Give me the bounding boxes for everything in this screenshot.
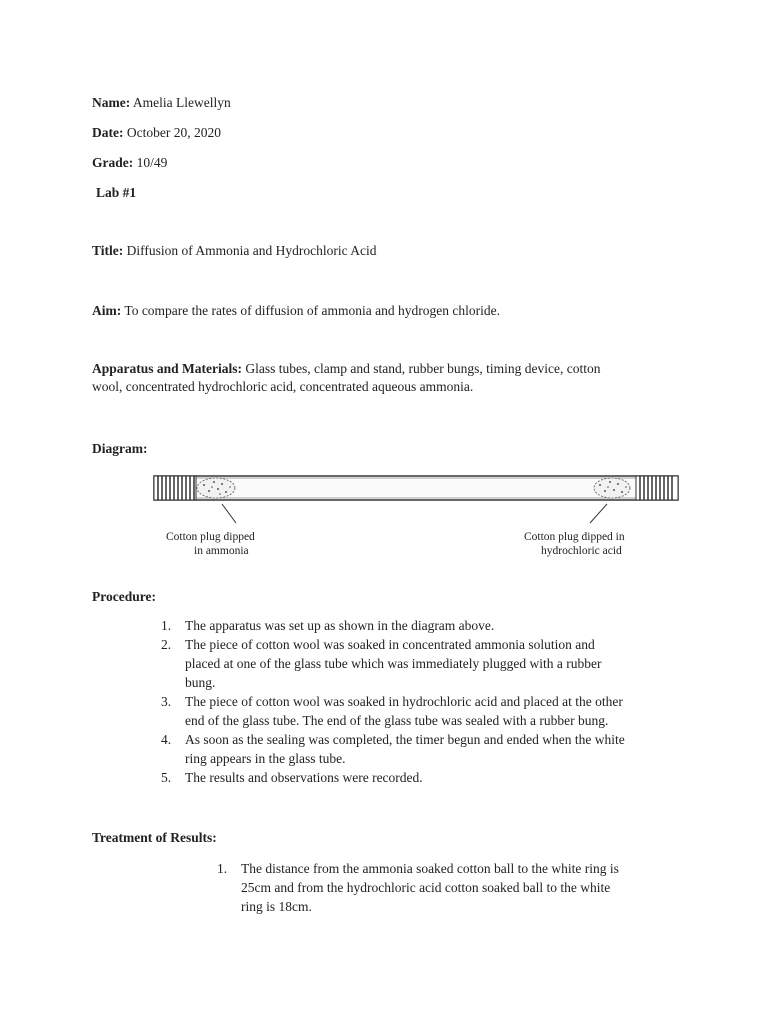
list-item-text-line: The piece of cotton wool was soaked in concentrated ammonia solution and	[185, 637, 595, 652]
name-field	[92, 94, 231, 112]
right-rubber-bung	[636, 476, 678, 500]
list-item-number: 5.	[161, 770, 172, 785]
date-value: October 20, 2020	[126, 125, 221, 140]
left-pointer-line	[222, 504, 236, 523]
apparatus-label: Apparatus and Materials:	[92, 361, 243, 376]
title-label: Title:	[92, 243, 124, 258]
grade-value: 10/49	[136, 155, 168, 170]
lab-number: Lab #1	[96, 185, 137, 200]
list-item-number: 1.	[161, 618, 172, 633]
aim-value: To compare the rates of diffusion of ammonia and hydrogen chloride.	[124, 303, 500, 318]
apparatus-field	[92, 360, 600, 378]
treatment-list	[217, 859, 677, 916]
list-item	[161, 768, 701, 787]
grade-label: Grade:	[92, 155, 134, 170]
name-label: Name:	[92, 95, 131, 110]
apparatus-line2: wool, concentrated hydrochloric acid, concentrated aqueous ammonia.	[92, 379, 474, 394]
name-value: Amelia Llewellyn	[132, 95, 231, 110]
list-item-text-line: As soon as the sealing was completed, the timer begun and ended when the white	[185, 732, 625, 747]
list-item-number: 4.	[161, 732, 172, 747]
list-item-text-line: end of the glass tube. The end of the glass tube was sealed with a rubber bung.	[185, 713, 609, 728]
left-caption-line1: Cotton plug dipped	[166, 531, 255, 543]
list-item	[161, 616, 701, 635]
list-item-text-line: The results and observations were recorded.	[185, 770, 423, 785]
list-item	[161, 730, 701, 768]
list-item-text-line: The apparatus was set up as shown in the diagram above.	[185, 618, 495, 633]
diffusion-tube-diagram	[152, 468, 682, 568]
list-item-number: 1.	[217, 861, 228, 876]
list-item	[161, 635, 701, 692]
grade-field	[92, 154, 167, 172]
procedure-list	[161, 616, 701, 787]
list-item-text-line: ring appears in the glass tube.	[185, 751, 346, 766]
treatment-label: Treatment of Results:	[92, 830, 217, 845]
list-item-number: 3.	[161, 694, 172, 709]
list-item-text-line: The piece of cotton wool was soaked in hydrochloric acid and placed at the other	[185, 694, 623, 709]
title-value: Diffusion of Ammonia and Hydrochloric Acid	[126, 243, 377, 258]
list-item	[161, 692, 701, 730]
right-caption-line1: Cotton plug dipped in	[524, 531, 625, 543]
list-item-number: 2.	[161, 637, 172, 652]
list-item-text-line: 25cm and from the hydrochloric acid cotton soaked ball to the white	[241, 880, 611, 895]
aim-label: Aim:	[92, 303, 122, 318]
ammonia-cotton-plug	[197, 478, 235, 498]
aim-field	[92, 302, 500, 320]
apparatus-line1: Glass tubes, clamp and stand, rubber bungs, timing device, cotton	[245, 361, 601, 376]
left-caption-line2: in ammonia	[194, 545, 249, 557]
hydrochloric-acid-cotton-plug	[594, 478, 630, 498]
list-item-text-line: ring is 18cm.	[241, 899, 312, 914]
left-rubber-bung	[154, 476, 196, 500]
list-item-text-line: The distance from the ammonia soaked cotton ball to the white ring is	[241, 861, 619, 876]
list-item-text-line: placed at one of the glass tube which was immediately plugged with a rubber	[185, 656, 602, 671]
date-field	[92, 124, 221, 142]
title-field	[92, 242, 376, 260]
diagram-label: Diagram:	[92, 441, 148, 456]
right-pointer-line	[590, 504, 607, 523]
right-caption-line2: hydrochloric acid	[541, 545, 622, 557]
list-item	[217, 859, 677, 916]
procedure-label: Procedure:	[92, 589, 156, 604]
list-item-text-line: bung.	[185, 675, 216, 690]
date-label: Date:	[92, 125, 124, 140]
